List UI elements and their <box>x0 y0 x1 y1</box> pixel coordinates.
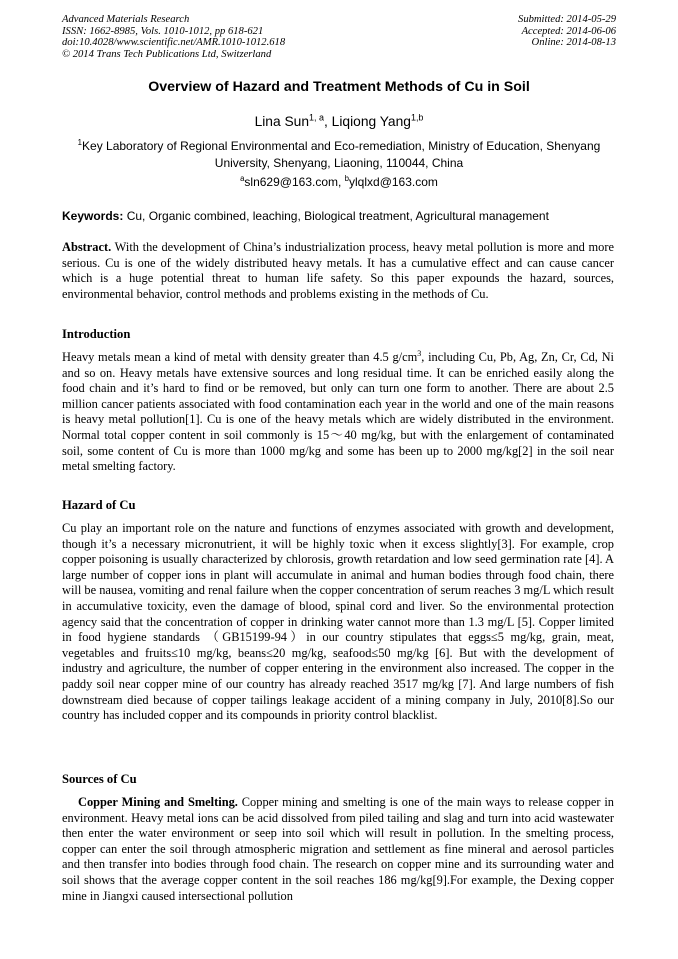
affiliation <box>62 138 616 171</box>
doi-line: doi:10.4028/www.scientific.net/AMR.1010-1012.618 <box>62 37 286 48</box>
hazard-paragraph: Cu play an important role on the nature and functions of enzymes associated with growth and development, though it’s a necessary micronutrient, it will be highly toxic when it excess slightly[3]. For example, crop copper poisoning is usually characterized by chlorosis, growth retardation and low seed germination rate [4]. A large number of copper ions in plant will accumulate in animal and human bodies through food chain, there will be nausea, vomiting and renal failure when the copper concentration of serum reaches 3 mg/L which result in accumulative toxicity, even the damage of blood, spinal cord and liver. So the environmental protection agency said that the concentration of copper in drinking water cannot more than 1.3 mg/L [5]. Copper limited in food hygiene standards （GB15199-94）in our country stipulates that eggs≤5 mg/kg, grain, meat, vegetables and fruits≤10 mg/kg, beans≤20 mg/kg, seafood≤50 mg/kg [6]. But with the development of industry and agriculture, the number of copper entering in the environment also increased. The copper in the paddy soil near copper mine of our country has already reached 3517 mg/kg [7]. And large numbers of fish downstream died because of copper tailings leakage accident of a mining company in July, 2010[8].So our country has included copper and its compounds in priority control blacklist. <box>62 521 614 723</box>
online-date: Online: 2014-08-13 <box>531 37 616 48</box>
abstract <box>62 240 614 302</box>
dates-info <box>518 14 616 49</box>
sources-paragraph <box>62 795 614 904</box>
email-b-marker: b <box>344 174 350 183</box>
abstract-text: With the development of China’s industrialization process, heavy metal pollution is more and more serious. Cu is one of the widely distributed heavy metals. It has a cumulative effect and can cause cancer which is a huge potential threat to human life safety. So this paper expounds the hazard, sources, environmental behavior, control methods and problems existing in the methods of Cu. <box>62 240 614 301</box>
author-line <box>0 114 678 129</box>
email-a-marker: a <box>240 174 245 183</box>
affiliation-number: 1 <box>77 138 83 147</box>
sources-text: Copper mining and smelting is one of the main ways to release copper in environment. Heavy metal ions can be acid dissolved from piled tailing and slag and turn into acid wastewater then enter the water environment or seep into soil which will result in pollution. In the smelting process, copper can enter the soil through atmospheric migration and settlement as fine mineral and aerosol particles and then transfer into bodies through food chain. The research on copper mine and its surrounding water and soil shows that the average copper content in the soil reaches 186 mg/kg[9].For example, the Dexing copper mine in Jiangxi caused intersectional pollution <box>62 795 614 903</box>
issn-line: ISSN: 1662-8985, Vols. 1010-1012, pp 618-621 <box>62 25 264 37</box>
introduction-paragraph <box>62 350 614 475</box>
submitted-date: Submitted: 2014-05-29 <box>518 14 616 25</box>
hazard-heading: Hazard of Cu <box>62 498 136 512</box>
keywords-label: Keywords: <box>62 209 124 223</box>
author-2: Liqiong Yang <box>331 114 411 129</box>
sources-heading: Sources of Cu <box>62 772 137 786</box>
intro-text-start: Heavy metals mean a kind of metal with density greater than 4.5 g/cm <box>62 350 418 364</box>
email-b: ylqlxd@163.com <box>349 175 438 189</box>
copyright-line: © 2014 Trans Tech Publications Ltd, Switzerland <box>62 48 272 60</box>
intro-superscript: 3 <box>417 348 422 358</box>
author-2-affil: 1,b <box>410 112 424 123</box>
accepted-date: Accepted: 2014-06-06 <box>521 25 616 37</box>
abstract-label: Abstract. <box>62 240 112 254</box>
keywords-text: Cu, Organic combined, leaching, Biological treatment, Agricultural management <box>123 209 549 223</box>
paper-title: Overview of Hazard and Treatment Methods of Cu in Soil <box>148 79 530 95</box>
introduction-heading: Introduction <box>62 327 131 341</box>
author-1-affil: 1, a <box>309 112 324 123</box>
email-line <box>0 175 678 189</box>
journal-name: Advanced Materials Research <box>62 14 190 25</box>
affiliation-text: Key Laboratory of Regional Environmental and Eco-remediation, Ministry of Education, Shenyang University, Shenyang, Liaoning, 110044, China <box>82 139 601 170</box>
author-separator: , <box>324 114 332 129</box>
journal-info <box>62 14 285 60</box>
sources-subheading: Copper Mining and Smelting. <box>78 795 238 809</box>
author-1: Lina Sun <box>254 114 310 129</box>
keywords <box>62 209 622 223</box>
intro-text-rest: , including Cu, Pb, Ag, Zn, Cr, Cd, Ni and so on. Heavy metals have extensive sources and long residual time. It can be enriched easily along the food chain and it’s hard to find or be removed, but only can turn one form to another. There are about 2.5 million cancer patients associated with food contamination each year in the world and one of the main reasons is heavy metal pollution[1]. Cu is one of the heavy metals which are widely distributed in the environment. Normal total copper content in soil commonly is 15～40 mg/kg, but with the enlargement of contaminated soil, some content of Cu is more than 1000 mg/kg and some has been up to 2000 mg/kg[2] in the soil near metal smelting factory. <box>62 350 614 474</box>
email-a: sln629@163.com, <box>244 175 345 189</box>
